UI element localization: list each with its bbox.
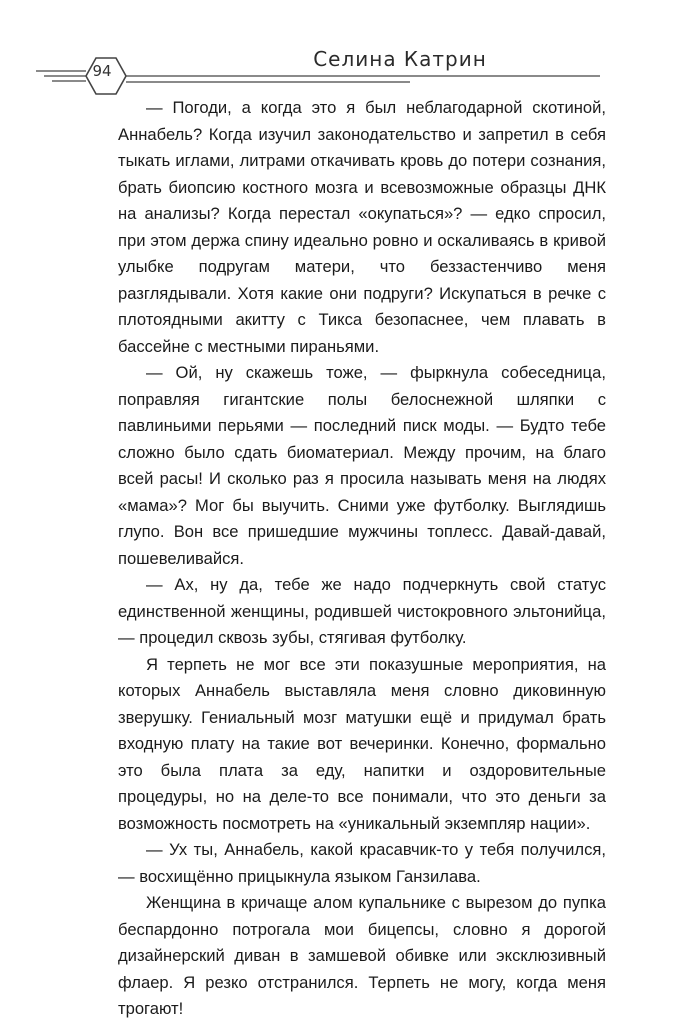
paragraph: — Ой, ну скажешь тоже, — фыркнула собеседница, поправляя гигантские полы белоснежной шляпки с павлиньими перьями — последний писк моды. — Будто тебе сложно было сдать биоматериал. Между прочим, на благо всей расы! И сколько раз я просила называть меня на людях «мама»? Мог бы выучить. Сними уже футболку. Выглядишь глупо. Вон все пришедшие мужчины топлесс. Давай-давай, пошевеливайся.: [118, 363, 606, 568]
running-title: Селина Катрин: [313, 47, 487, 71]
paragraph: Женщина в кричаще алом купальнике с вырезом до пупка беспардонно потрогала мои бицепсы, словно я дорогой дизайнерский диван в замшевой обивке или эксклюзивный флаер. Я резко отстранился. Терпеть не могу, когда меня трогают!: [118, 893, 606, 1018]
paragraph: Я терпеть не мог все эти показушные мероприятия, на которых Аннабель выставляла меня словно диковинную зверушку. Гениальный мозг матушки ещё и придумал брать входную плату на такие вот вечеринки. Конечно, формально это была плата за еду, напитки и оздоровительные процедуры, но на деле-то все понимали, что это деньги за возможность посмотреть на «уникальный экземпляр нации».: [118, 654, 606, 833]
paragraph: — Ух ты, Аннабель, какой красавчик-то у тебя получился, — восхищённо прицыкнула языком Ганзилава.: [118, 840, 606, 886]
paragraph: — Погоди, а когда это я был неблагодарной скотиной, Аннабель? Когда изучил законодательство и запретил в себя тыкать иглами, литрами откачивать кровь до потери сознания, брать биопсию костного мозга и всевозможные образцы ДНК на анализы? Когда перестал «окупаться»? — едко спросил, при этом держа спину идеально ровно и оскаливаясь в кривой улыбке подругам матери, что беззастенчиво меня разглядывали. Хотя какие они подруги? Искупаться в речке с плотоядными акитту с Тикса безопаснее, чем плавать в бассейне с местными пираньями.: [118, 98, 606, 356]
page-number: 94: [92, 62, 112, 80]
page-header: [0, 0, 700, 100]
paragraph: — Ах, ну да, тебе же надо подчеркнуть свой статус единственной женщины, родившей чистокровного эльтонийца, — процедил сквозь зубы, стягивая футболку.: [118, 575, 606, 647]
body-text: [118, 95, 606, 1023]
